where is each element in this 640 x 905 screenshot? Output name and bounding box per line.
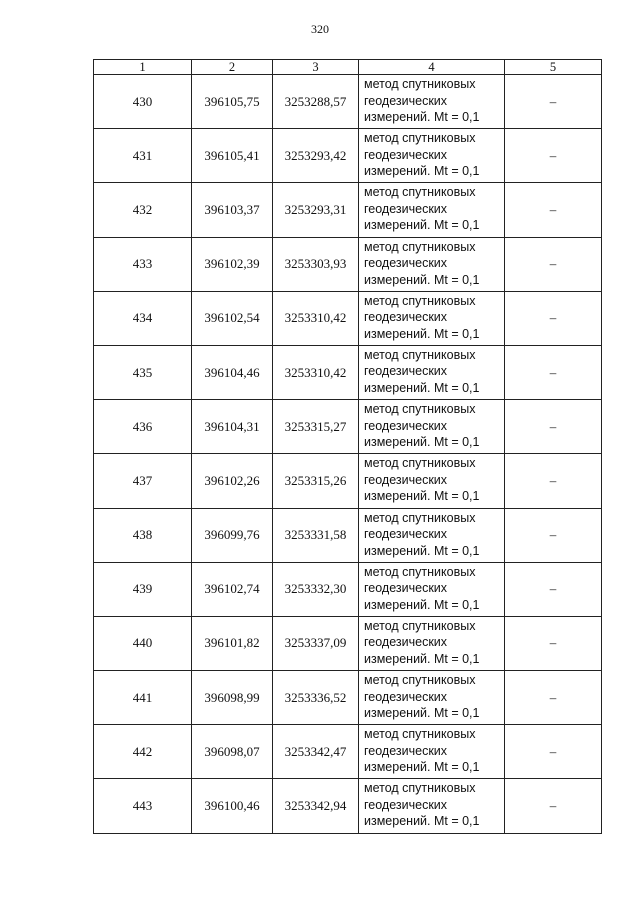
method-line: измерений. Mt = 0,1 — [364, 543, 480, 558]
method-line: измерений. Mt = 0,1 — [364, 272, 480, 287]
note-cell: – — [505, 183, 602, 237]
method-line: геодезических — [364, 689, 448, 704]
method-cell — [359, 237, 505, 291]
y-coordinate-cell: 3253331,58 — [273, 508, 359, 562]
x-coordinate-cell: 396100,46 — [192, 779, 273, 833]
method-line: метод спутниковых — [364, 239, 476, 254]
method-line: измерений. Mt = 0,1 — [364, 706, 480, 721]
method-line: метод спутниковых — [364, 673, 476, 688]
note-cell: – — [505, 725, 602, 779]
method-cell — [359, 291, 505, 345]
note-cell: – — [505, 508, 602, 562]
point-number-cell: 439 — [94, 562, 192, 616]
header-col-4: 4 — [359, 60, 505, 75]
method-line: геодезических — [364, 472, 448, 487]
x-coordinate-cell: 396102,74 — [192, 562, 273, 616]
point-number-cell: 438 — [94, 508, 192, 562]
point-number-cell: 432 — [94, 183, 192, 237]
method-cell — [359, 779, 505, 833]
method-line: измерений. Mt = 0,1 — [364, 597, 480, 612]
point-number-cell: 433 — [94, 237, 192, 291]
table-row — [94, 400, 602, 454]
method-line: геодезических — [364, 743, 448, 758]
method-line: измерений. Mt = 0,1 — [364, 218, 480, 233]
method-cell — [359, 129, 505, 183]
method-line: метод спутниковых — [364, 293, 476, 308]
method-line: измерений. Mt = 0,1 — [364, 435, 480, 450]
header-col-1: 1 — [94, 60, 192, 75]
header-col-2: 2 — [192, 60, 273, 75]
method-line: геодезических — [364, 310, 448, 325]
header-col-5: 5 — [505, 60, 602, 75]
method-line: геодезических — [364, 581, 448, 596]
method-line: геодезических — [364, 418, 448, 433]
table-row — [94, 454, 602, 508]
table-row — [94, 779, 602, 833]
method-cell — [359, 725, 505, 779]
y-coordinate-cell: 3253288,57 — [273, 75, 359, 129]
method-line: измерений. Mt = 0,1 — [364, 164, 480, 179]
table-row — [94, 562, 602, 616]
x-coordinate-cell: 396101,82 — [192, 616, 273, 670]
y-coordinate-cell: 3253315,26 — [273, 454, 359, 508]
point-number-cell: 443 — [94, 779, 192, 833]
method-line: метод спутниковых — [364, 727, 476, 742]
method-line: геодезических — [364, 201, 448, 216]
table-row — [94, 725, 602, 779]
point-number-cell: 440 — [94, 616, 192, 670]
table-row — [94, 671, 602, 725]
y-coordinate-cell: 3253337,09 — [273, 616, 359, 670]
method-line: метод спутниковых — [364, 456, 476, 471]
method-line: геодезических — [364, 364, 448, 379]
method-line: метод спутниковых — [364, 402, 476, 417]
method-cell — [359, 562, 505, 616]
x-coordinate-cell: 396099,76 — [192, 508, 273, 562]
note-cell: – — [505, 345, 602, 399]
coordinates-table — [93, 59, 602, 834]
method-line: геодезических — [364, 93, 448, 108]
point-number-cell: 442 — [94, 725, 192, 779]
table-row — [94, 183, 602, 237]
method-cell — [359, 671, 505, 725]
note-cell: – — [505, 291, 602, 345]
header-col-3: 3 — [273, 60, 359, 75]
table-row — [94, 616, 602, 670]
x-coordinate-cell: 396102,39 — [192, 237, 273, 291]
method-line: геодезических — [364, 797, 448, 812]
method-line: измерений. Mt = 0,1 — [364, 326, 480, 341]
table-row — [94, 75, 602, 129]
method-cell — [359, 508, 505, 562]
point-number-cell: 431 — [94, 129, 192, 183]
method-cell — [359, 400, 505, 454]
x-coordinate-cell: 396104,46 — [192, 345, 273, 399]
x-coordinate-cell: 396102,54 — [192, 291, 273, 345]
method-line: измерений. Mt = 0,1 — [364, 380, 480, 395]
method-line: измерений. Mt = 0,1 — [364, 814, 480, 829]
method-line: метод спутниковых — [364, 77, 476, 91]
table-row — [94, 345, 602, 399]
y-coordinate-cell: 3253342,47 — [273, 725, 359, 779]
note-cell: – — [505, 454, 602, 508]
method-line: измерений. Mt = 0,1 — [364, 489, 480, 504]
point-number-cell: 434 — [94, 291, 192, 345]
note-cell: – — [505, 671, 602, 725]
method-cell — [359, 616, 505, 670]
method-line: метод спутниковых — [364, 185, 476, 200]
y-coordinate-cell: 3253293,42 — [273, 129, 359, 183]
note-cell: – — [505, 237, 602, 291]
y-coordinate-cell: 3253336,52 — [273, 671, 359, 725]
note-cell: – — [505, 616, 602, 670]
method-line: метод спутниковых — [364, 564, 476, 579]
y-coordinate-cell: 3253315,27 — [273, 400, 359, 454]
point-number-cell: 435 — [94, 345, 192, 399]
method-line: геодезических — [364, 635, 448, 650]
method-line: измерений. Mt = 0,1 — [364, 110, 480, 124]
x-coordinate-cell: 396105,41 — [192, 129, 273, 183]
table-row — [94, 508, 602, 562]
point-number-cell: 441 — [94, 671, 192, 725]
y-coordinate-cell: 3253303,93 — [273, 237, 359, 291]
x-coordinate-cell: 396105,75 — [192, 75, 273, 129]
table-body — [94, 75, 602, 834]
method-line: измерений. Mt = 0,1 — [364, 760, 480, 775]
method-line: метод спутниковых — [364, 347, 476, 362]
method-cell — [359, 75, 505, 129]
method-line: геодезических — [364, 147, 448, 162]
y-coordinate-cell: 3253332,30 — [273, 562, 359, 616]
x-coordinate-cell: 396098,99 — [192, 671, 273, 725]
note-cell: – — [505, 75, 602, 129]
page-number: 320 — [311, 22, 329, 36]
table-row — [94, 291, 602, 345]
point-number-cell: 437 — [94, 454, 192, 508]
note-cell: – — [505, 779, 602, 833]
table-row — [94, 237, 602, 291]
y-coordinate-cell: 3253342,94 — [273, 779, 359, 833]
header-row — [94, 60, 602, 75]
method-cell — [359, 183, 505, 237]
x-coordinate-cell: 396098,07 — [192, 725, 273, 779]
method-line: геодезических — [364, 256, 448, 271]
x-coordinate-cell: 396103,37 — [192, 183, 273, 237]
method-line: метод спутниковых — [364, 510, 476, 525]
method-cell — [359, 454, 505, 508]
method-cell — [359, 345, 505, 399]
x-coordinate-cell: 396104,31 — [192, 400, 273, 454]
method-line: метод спутниковых — [364, 131, 476, 146]
note-cell: – — [505, 400, 602, 454]
y-coordinate-cell: 3253310,42 — [273, 345, 359, 399]
method-line: измерений. Mt = 0,1 — [364, 651, 480, 666]
note-cell: – — [505, 562, 602, 616]
point-number-cell: 436 — [94, 400, 192, 454]
y-coordinate-cell: 3253310,42 — [273, 291, 359, 345]
y-coordinate-cell: 3253293,31 — [273, 183, 359, 237]
x-coordinate-cell: 396102,26 — [192, 454, 273, 508]
table-row — [94, 129, 602, 183]
method-line: метод спутниковых — [364, 781, 476, 796]
method-line: геодезических — [364, 527, 448, 541]
note-cell: – — [505, 129, 602, 183]
method-line: метод спутниковых — [364, 618, 476, 633]
point-number-cell: 430 — [94, 75, 192, 129]
